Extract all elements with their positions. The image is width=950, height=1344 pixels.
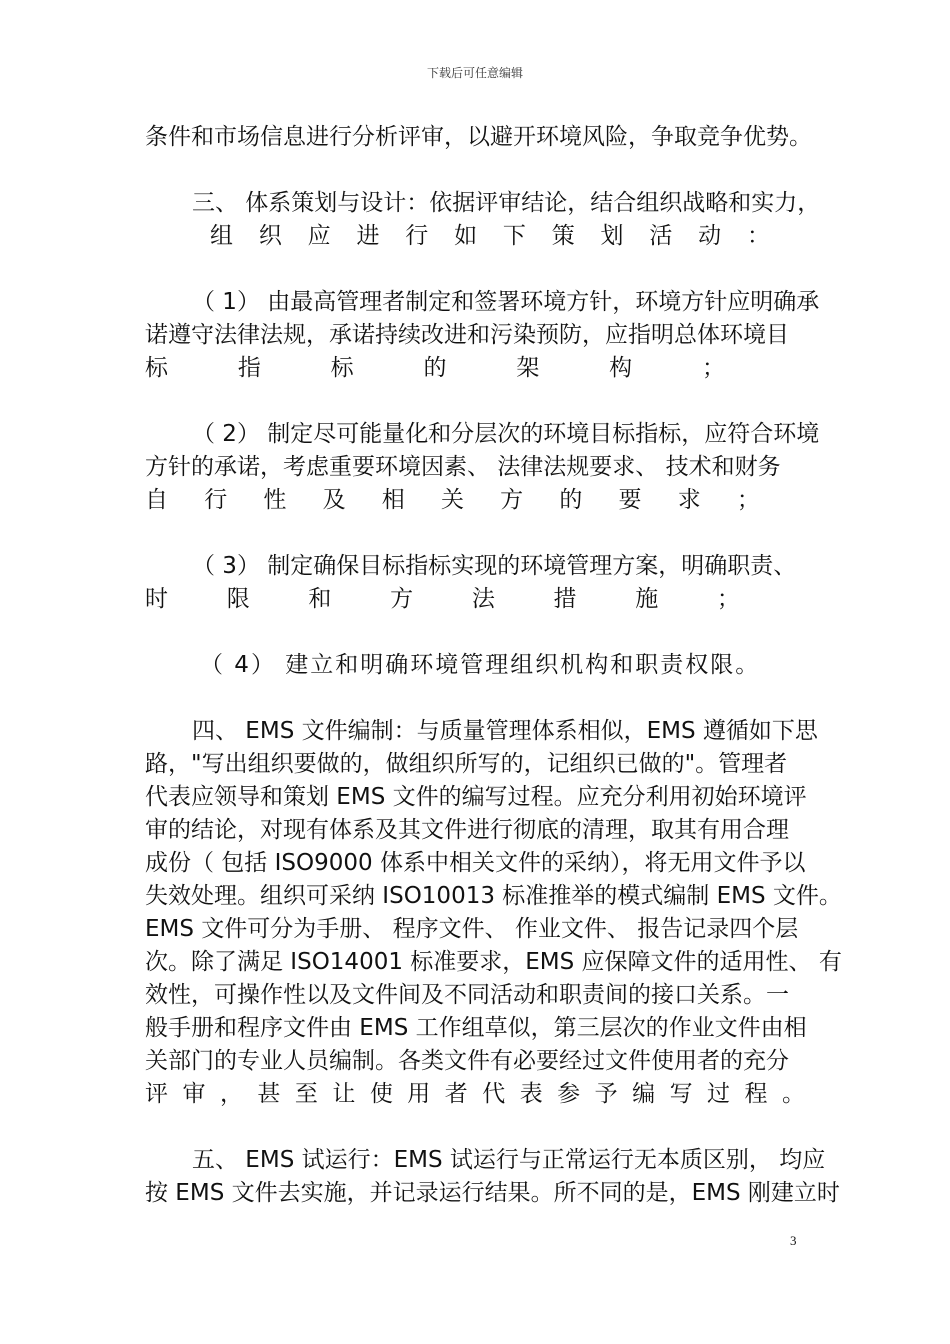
justified-token: 下: [502, 223, 526, 249]
justified-token: 。: [781, 1081, 805, 1107]
justified-token: 过: [707, 1081, 731, 1107]
justified-token: 用: [407, 1081, 431, 1107]
justified-token: 相: [381, 487, 405, 513]
justified-token: 至: [294, 1081, 318, 1107]
justified-token: ；: [701, 355, 725, 381]
justified-token: 让: [332, 1081, 356, 1107]
justified-token: 自: [145, 487, 168, 513]
body-line: 效性，可操作性以及文件间及不同活动和职责间的接口关系。一: [145, 982, 789, 1008]
body-line: 般手册和程序文件由 EMS 工作组草似，第三层次的作业文件由相: [145, 1015, 807, 1041]
justified-token: 织: [258, 223, 282, 249]
justified-token: 程: [744, 1081, 768, 1107]
justified-token: ，: [219, 1081, 243, 1107]
justified-token: 法: [471, 586, 495, 612]
justified-line: [145, 484, 760, 517]
justified-line: [145, 583, 740, 616]
body-line: 路，"写出组织要做的，做组织所写的，记组织已做的"。管理者: [145, 751, 788, 777]
body-line: 成份（ 包括 ISO9000 体系中相关文件的采纳），将无用文件予以: [145, 850, 806, 876]
justified-token: 行: [204, 487, 228, 513]
justified-token: 评: [145, 1081, 168, 1107]
body-line: EMS 文件可分为手册、 程序文件、 作业文件、 报告记录四个层: [145, 916, 799, 942]
body-line: 按 EMS 文件去实施，并记录运行结果。所不同的是，EMS 刚建立时: [145, 1180, 840, 1206]
list-item-3: （ 3） 制定确保目标指标实现的环境管理方案，明确职责、: [192, 553, 797, 579]
page-header: 下载后可任意编辑: [426, 66, 523, 80]
justified-token: 参: [557, 1081, 581, 1107]
section-heading-3: 三、 体系策划与设计：依据评审结论，结合组织战略和实力，: [192, 190, 821, 216]
justified-token: 审: [182, 1081, 206, 1107]
section-heading-4: 四、 EMS 文件编制：与质量管理体系相似，EMS 遵循如下思: [192, 718, 818, 744]
justified-token: ；: [716, 586, 740, 612]
justified-token: 写: [669, 1081, 693, 1107]
list-item-1: （ 1） 由最高管理者制定和签署环境方针，环境方针应明确承: [192, 289, 820, 315]
justified-token: 的: [559, 487, 583, 513]
justified-token: 活: [649, 223, 673, 249]
justified-token: 方: [500, 487, 524, 513]
justified-token: 组: [210, 223, 233, 249]
body-line: 条件和市场信息进行分析评审，以避开环境风险，争取竞争优势。: [145, 124, 812, 150]
justified-token: 标: [145, 355, 168, 381]
body-line: 代表应领导和策划 EMS 文件的编写过程。应充分利用初始环境评: [145, 784, 807, 810]
justified-token: 关: [440, 487, 464, 513]
justified-token: 构: [609, 355, 633, 381]
justified-token: 予: [594, 1081, 618, 1107]
justified-line: [210, 220, 770, 253]
justified-token: 指: [237, 355, 261, 381]
body-line: 方针的承诺，考虑重要环境因素、 法律法规要求、 技术和财务: [145, 454, 781, 480]
justified-token: 编: [632, 1081, 656, 1107]
justified-token: 划: [600, 223, 624, 249]
justified-token: 标: [330, 355, 354, 381]
justified-token: 方: [390, 586, 414, 612]
justified-token: 措: [553, 586, 577, 612]
justified-token: 代: [482, 1081, 506, 1107]
justified-token: ；: [736, 487, 760, 513]
justified-line: [145, 1078, 805, 1111]
justified-token: 和: [308, 586, 332, 612]
page-number: 3: [790, 1233, 797, 1248]
body-line: 诺遵守法律法规，承诺持续改进和污染预防，应指明总体环境目: [145, 322, 789, 348]
justified-token: 应: [307, 223, 331, 249]
justified-token: 者: [444, 1081, 468, 1107]
justified-token: 表: [519, 1081, 543, 1107]
body-line: 失效处理。组织可采纳 ISO10013 标准推举的模式编制 EMS 文件。: [145, 883, 842, 909]
list-item-2: （ 2） 制定尽可能量化和分层次的环境目标指标，应符合环境: [192, 421, 820, 447]
justified-token: 要: [618, 487, 642, 513]
justified-token: 架: [516, 355, 540, 381]
justified-token: 时: [145, 586, 168, 612]
justified-token: 策: [551, 223, 575, 249]
justified-token: 使: [369, 1081, 393, 1107]
justified-token: 行: [405, 223, 429, 249]
justified-token: 及: [322, 487, 346, 513]
justified-token: 求: [677, 487, 701, 513]
body-line: 次。除了满足 ISO14001 标准要求，EMS 应保障文件的适用性、 有: [145, 949, 842, 975]
justified-token: 如: [454, 223, 478, 249]
justified-token: 的: [423, 355, 447, 381]
justified-line: [145, 352, 725, 385]
justified-token: 进: [356, 223, 380, 249]
justified-token: 性: [263, 487, 287, 513]
section-heading-5: 五、 EMS 试运行：EMS 试运行与正常运行无本质区别， 均应: [192, 1147, 826, 1173]
justified-token: 动: [698, 223, 722, 249]
justified-token: 甚: [257, 1081, 281, 1107]
justified-token: 施: [635, 586, 659, 612]
body-line: 审的结论，对现有体系及其文件进行彻底的清理，取其有用合理: [145, 817, 789, 843]
body-line: 关部门的专业人员编制。各类文件有必要经过文件使用者的充分: [145, 1048, 789, 1074]
justified-token: 限: [226, 586, 250, 612]
justified-token: ：: [746, 223, 770, 249]
list-item-4: （ 4） 建立和明确环境管理组织机构和职责权限。: [200, 652, 761, 678]
